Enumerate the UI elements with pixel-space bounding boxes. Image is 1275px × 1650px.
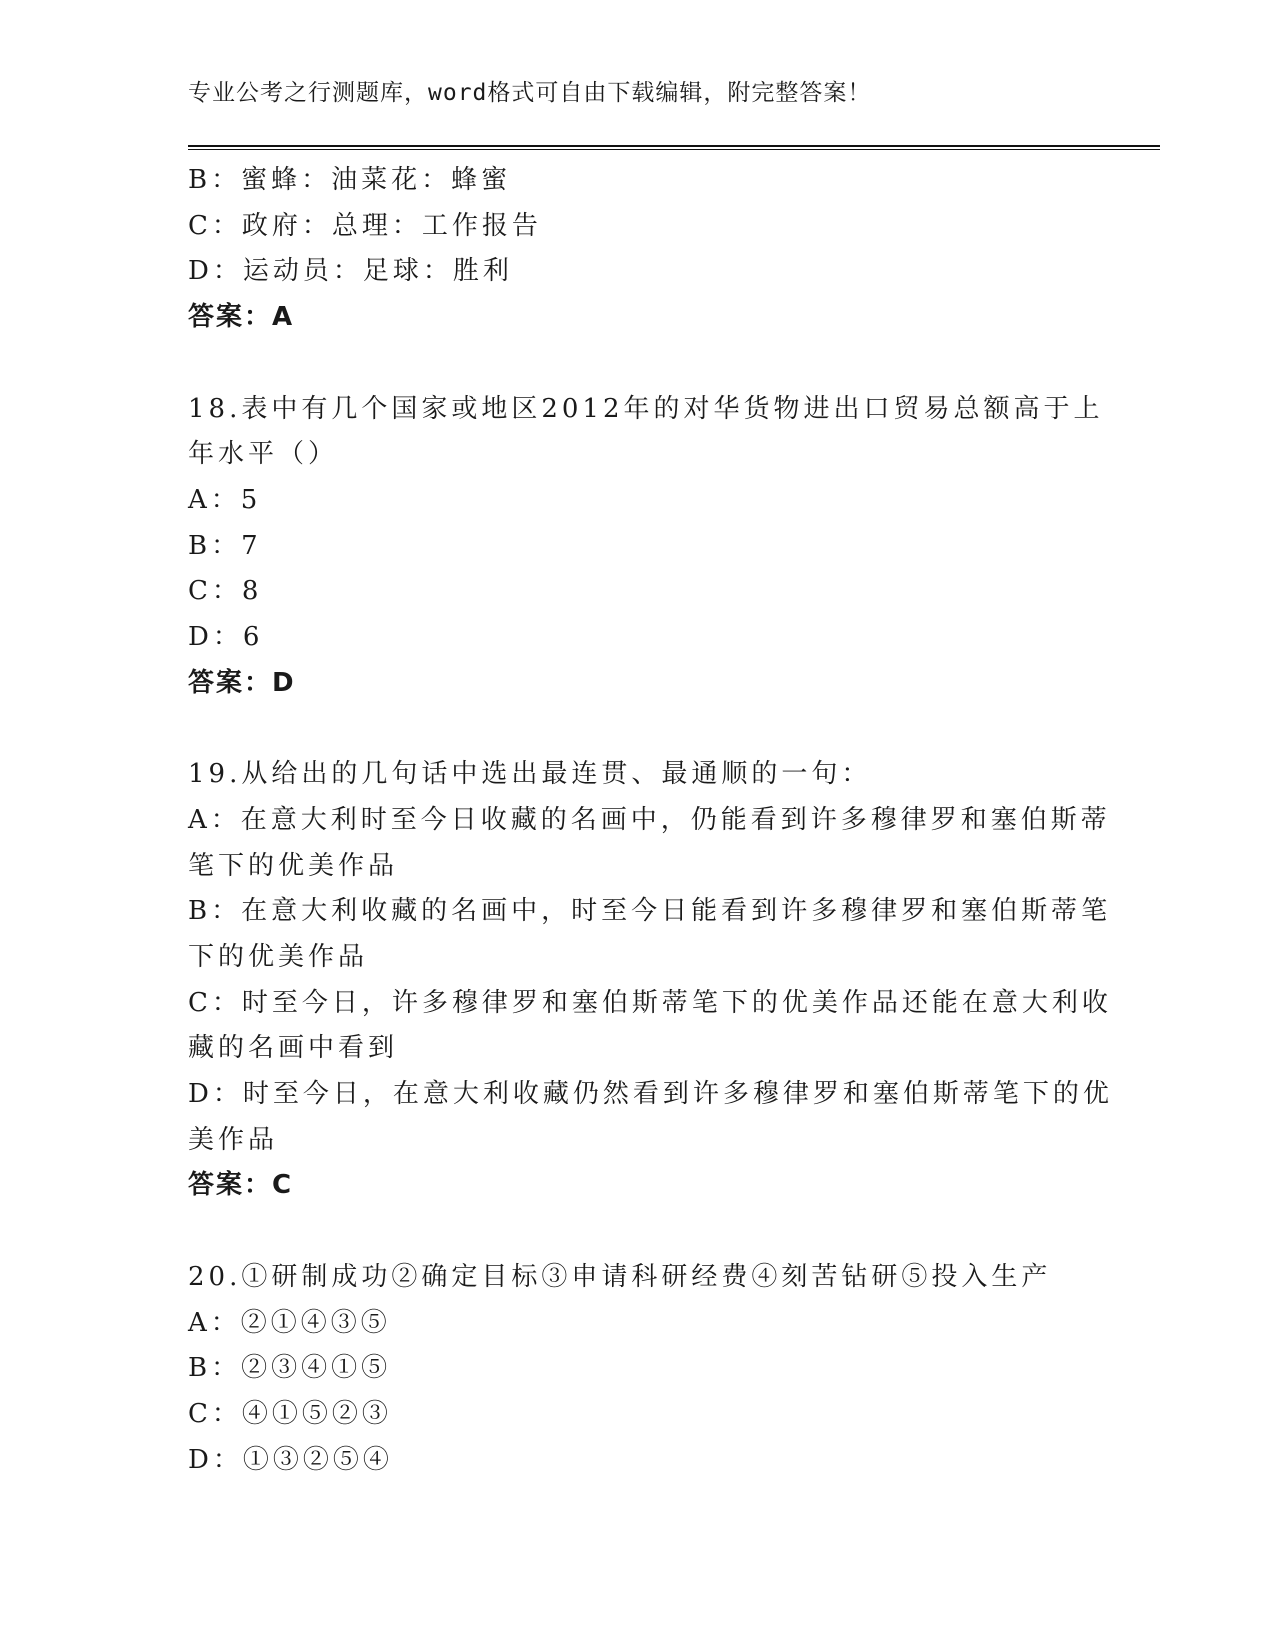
question-stem: 20.①研制成功②确定目标③申请科研经费④刻苦钻研⑤投入生产	[188, 1261, 1052, 1292]
question-content	[188, 158, 1113, 1483]
question-19	[188, 752, 1113, 1209]
option-d: D：①③②⑤④	[188, 1444, 393, 1475]
option-d: D：运动员：足球：胜利	[188, 256, 513, 287]
option-d-line-1: D：时至今日，在意大利收藏仍然看到许多穆律罗和塞伯斯蒂笔下的优	[188, 1079, 1113, 1110]
option-b-line-2: 下的优美作品	[188, 941, 369, 972]
answer: 答案：D	[188, 667, 296, 698]
option-a: A：②①④③⑤	[188, 1307, 391, 1338]
option-b: B：②③④①⑤	[188, 1353, 392, 1384]
option-b: B：7	[188, 530, 262, 561]
question-20	[188, 1255, 1088, 1484]
option-b-line-1: B：在意大利收藏的名画中，时至今日能看到许多穆律罗和塞伯斯蒂笔	[188, 896, 1112, 927]
question-17	[188, 158, 1088, 341]
option-c: C：④①⑤②③	[188, 1398, 392, 1429]
question-stem: 19.从给出的几句话中选出最连贯、最通顺的一句：	[188, 759, 872, 790]
answer: 答案：A	[188, 302, 295, 333]
option-c: C：8	[188, 576, 263, 607]
option-a-line-1: A：在意大利时至今日收藏的名画中，仍能看到许多穆律罗和塞伯斯蒂	[188, 804, 1111, 835]
question-stem-line-1: 18.表中有几个国家或地区2012年的对华货物进出口贸易总额高于上	[188, 393, 1104, 424]
option-c-line-1: C：时至今日，许多穆律罗和塞伯斯蒂笔下的优美作品还能在意大利收	[188, 987, 1112, 1018]
page-header: 专业公考之行测题库，word格式可自由下载编辑，附完整答案！	[188, 80, 872, 106]
header-divider	[188, 145, 1160, 150]
option-d-line-2: 美作品	[188, 1124, 279, 1155]
option-b: B：蜜蜂：油菜花：蜂蜜	[188, 165, 512, 195]
question-18	[188, 387, 1104, 707]
option-a: A：5	[188, 484, 262, 515]
question-stem-line-2: 年水平（）	[188, 439, 339, 470]
option-a-line-2: 笔下的优美作品	[188, 850, 399, 881]
option-c-line-2: 藏的名画中看到	[188, 1033, 399, 1064]
option-d: D：6	[188, 622, 264, 653]
answer: 答案：C	[188, 1170, 294, 1201]
option-c: C：政府：总理：工作报告	[188, 210, 542, 241]
